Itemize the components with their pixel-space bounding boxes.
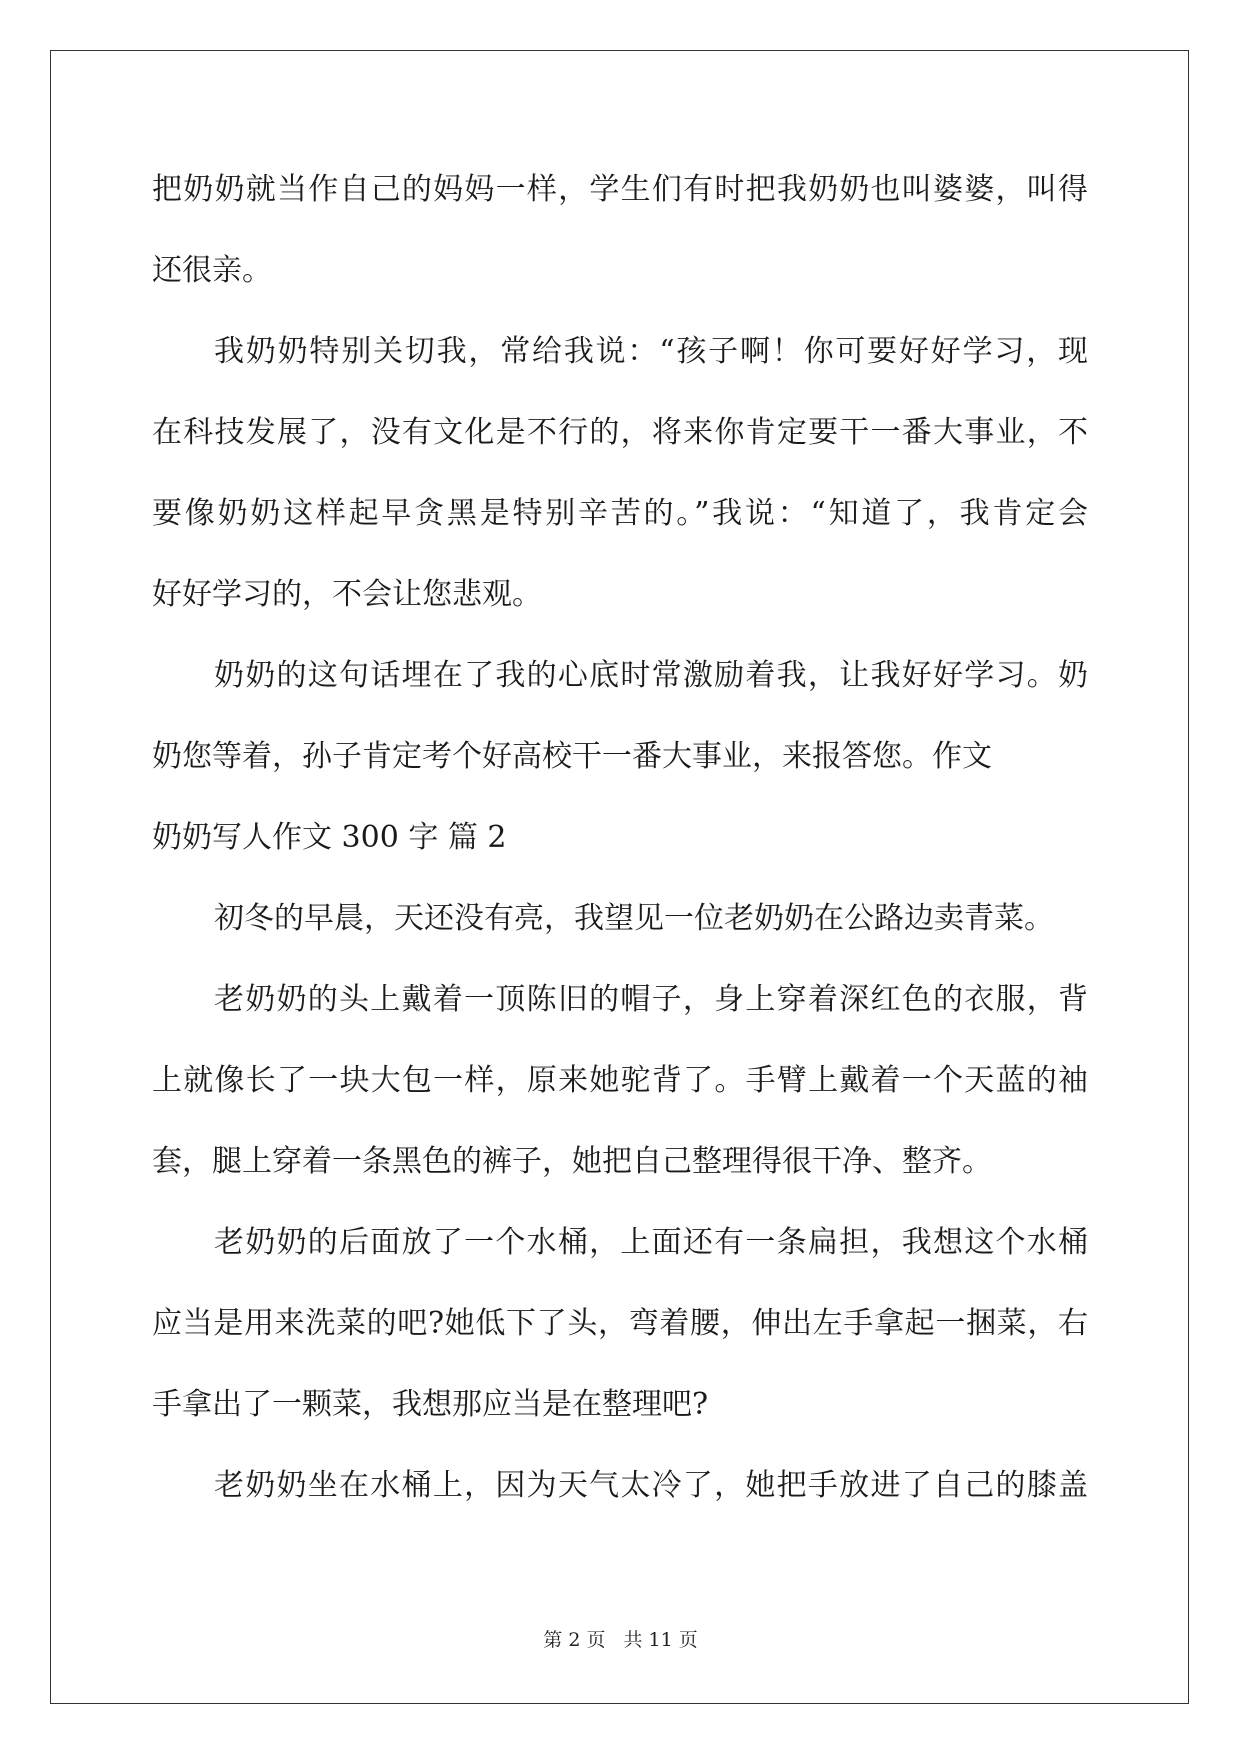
current-page-number: 第 2 页 (543, 1629, 606, 1651)
text-line: 应当是用来洗菜的吧?她低下了头，弯着腰，伸出左手拿起一捆菜，右 (152, 1306, 1088, 1341)
text-line: 奶奶的这句话埋在了我的心底时常激励着我，让我好好学习。奶 (214, 658, 1088, 693)
text-line: 手拿出了一颗菜，我想那应当是在整理吧? (152, 1387, 709, 1422)
text-line: 奶您等着，孙子肯定考个好高校干一番大事业，来报答您。作文 (152, 739, 992, 774)
text-line: 老奶奶坐在水桶上，因为天气太冷了，她把手放进了自己的膝盖 (214, 1468, 1088, 1503)
text-line: 好好学习的，不会让您悲观。 (152, 577, 542, 612)
text-line: 老奶奶的头上戴着一顶陈旧的帽子，身上穿着深红色的衣服，背 (214, 982, 1088, 1017)
text-line: 把奶奶就当作自己的妈妈一样，学生们有时把我奶奶也叫婆婆，叫得 (152, 172, 1088, 207)
page-number-footer (0, 1625, 1241, 1652)
text-line: 在科技发展了，没有文化是不行的，将来你肯定要干一番大事业，不 (152, 415, 1088, 450)
text-line: 要像奶奶这样起早贪黑是特别辛苦的。”我说：“知道了，我肯定会 (152, 496, 1088, 531)
text-line: 上就像长了一块大包一样，原来她驼背了。手臂上戴着一个天蓝的袖 (152, 1063, 1088, 1098)
text-line: 还很亲。 (152, 253, 272, 288)
section-heading: 奶奶写人作文 300 字 篇 2 (152, 820, 507, 855)
text-line: 套，腿上穿着一条黑色的裤子，她把自己整理得很干净、整齐。 (152, 1144, 992, 1179)
text-line: 我奶奶特别关切我，常给我说：“孩子啊！你可要好好学习，现 (214, 334, 1088, 369)
text-line: 初冬的早晨，天还没有亮，我望见一位老奶奶在公路边卖青菜。 (214, 901, 1054, 936)
total-page-count: 共 11 页 (623, 1629, 698, 1651)
text-line: 老奶奶的后面放了一个水桶，上面还有一条扁担，我想这个水桶 (214, 1225, 1088, 1260)
document-body (152, 160, 1088, 1537)
